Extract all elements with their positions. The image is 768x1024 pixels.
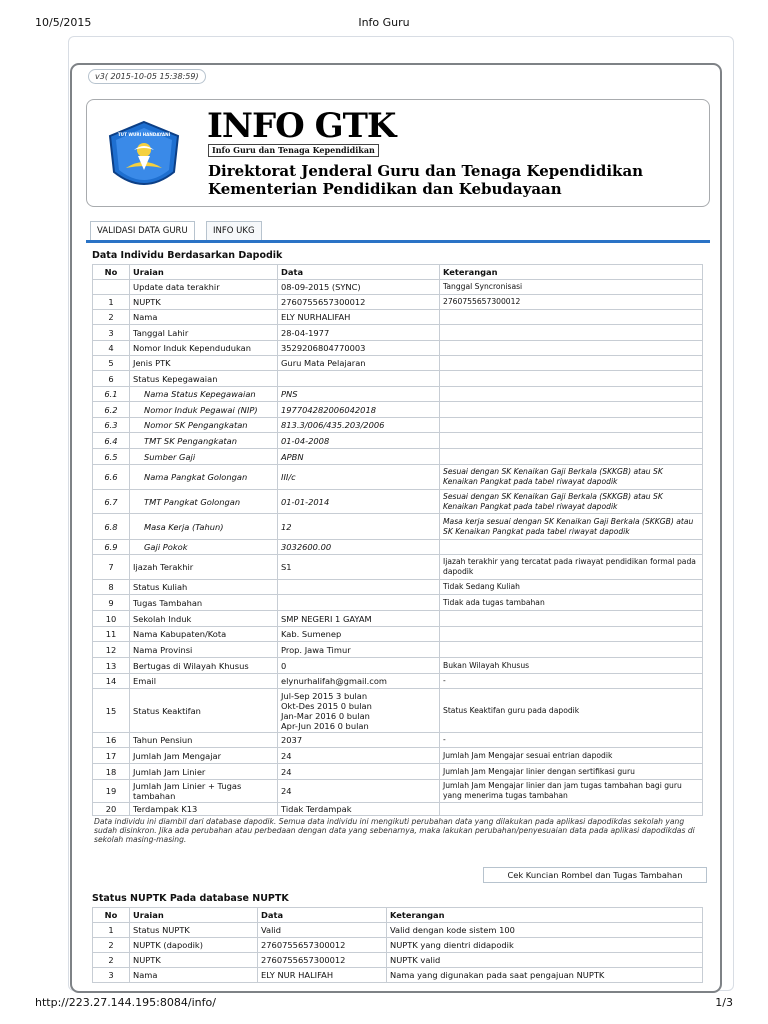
row-data: 0 [278,658,440,674]
nuptk-title: Status NUPTK Pada database NUPTK [92,893,289,904]
table-row [93,555,703,580]
col-no: No [93,908,130,923]
row-data [278,580,440,595]
table-row [93,310,703,325]
row-uraian: Nomor Induk Kependudukan [130,341,278,356]
table-row [93,611,703,627]
nuptk-table [92,907,703,983]
row-uraian: Terdampak K13 [130,803,278,816]
cek-kuncian-button[interactable]: Cek Kuncian Rombel dan Tugas Tambahan [483,867,707,883]
row-keterangan: Jumlah Jam Mengajar sesuai entrian dapodik [440,748,703,764]
app-subtitle: Info Guru dan Tenaga Kependidikan [208,144,379,157]
row-keterangan: Tidak ada tugas tambahan [440,595,703,611]
row-keterangan: - [440,733,703,748]
table-row [93,465,703,490]
row-no: 5 [93,356,130,371]
table-row [93,803,703,816]
row-data: elynurhalifah@gmail.com [278,674,440,689]
table-row [93,733,703,748]
row-uraian: Sumber Gaji [130,449,278,465]
row-data: 3032600.00 [278,540,440,555]
row-data: 12 [278,514,440,540]
row-uraian: Status Kepegawaian [130,371,278,387]
row-data: Valid [258,923,387,938]
row-uraian: Nama Status Kepegawaian [130,387,278,402]
row-no: 6.2 [93,402,130,418]
table-row [93,514,703,540]
table-row [93,490,703,514]
row-uraian: NUPTK [130,295,278,310]
row-keterangan [440,433,703,449]
row-keterangan: Nama yang digunakan pada saat pengajuan NUPTK [387,968,703,983]
row-uraian: Jenis PTK [130,356,278,371]
row-keterangan [440,402,703,418]
row-no: 16 [93,733,130,748]
table-header-row [93,265,703,280]
tab-underline [86,240,710,243]
row-no: 12 [93,642,130,658]
dapodik-section [86,250,710,844]
row-keterangan: Tidak Sedang Kuliah [440,580,703,595]
row-no: 2 [93,938,130,953]
col-no: No [93,265,130,280]
table-row [93,780,703,803]
table-row [93,968,703,983]
table-row [93,356,703,371]
row-data: III/c [278,465,440,490]
table-row [93,341,703,356]
row-keterangan: Masa kerja sesuai dengan SK Kenaikan Gaji Berkala (SKKGB) atau SK Kenaikan Pangkat pada tabel riwayat dapodik [440,514,703,540]
row-data: PNS [278,387,440,402]
row-keterangan: Valid dengan kode sistem 100 [387,923,703,938]
row-data: 2760755657300012 [258,953,387,968]
row-no: 19 [93,780,130,803]
col-uraian: Uraian [130,265,278,280]
table-row [93,449,703,465]
col-keterangan: Keterangan [387,908,703,923]
row-no: 8 [93,580,130,595]
table-row [93,658,703,674]
print-page-number: 1/3 [715,996,733,1009]
row-no: 15 [93,689,130,733]
print-title: Info Guru [358,16,410,29]
row-uraian: Tahun Pensiun [130,733,278,748]
row-uraian: Ijazah Terakhir [130,555,278,580]
row-keterangan: - [440,674,703,689]
row-keterangan: Ijazah terakhir yang tercatat pada riwayat pendidikan formal pada dapodik [440,555,703,580]
print-date: 10/5/2015 [35,16,92,29]
tab-info-ukg[interactable]: INFO UKG [206,221,262,240]
row-keterangan [440,627,703,642]
table-row [93,371,703,387]
row-data: 28-04-1977 [278,325,440,341]
row-uraian: Nomor Induk Pegawai (NIP) [130,402,278,418]
row-uraian: Tugas Tambahan [130,595,278,611]
row-no: 1 [93,923,130,938]
logo-motto: TUT WURI HANDAYANI [117,132,171,137]
col-data: Data [258,908,387,923]
row-uraian: Nama [130,310,278,325]
row-uraian: Status NUPTK [130,923,258,938]
row-no: 1 [93,295,130,310]
row-no: 3 [93,325,130,341]
row-keterangan [440,387,703,402]
row-keterangan: Bukan Wilayah Khusus [440,658,703,674]
row-data: 2760755657300012 [258,938,387,953]
row-uraian: Nama Pangkat Golongan [130,465,278,490]
table-row [93,953,703,968]
dapodik-table [92,264,703,816]
app-title: INFO GTK [207,106,396,146]
row-data: Guru Mata Pelajaran [278,356,440,371]
row-data: 197704282006042018 [278,402,440,418]
row-no: 6.4 [93,433,130,449]
row-data: 813.3/006/435.203/2006 [278,418,440,433]
row-data: 24 [278,764,440,780]
row-uraian: Gaji Pokok [130,540,278,555]
row-uraian: Jumlah Jam Mengajar [130,748,278,764]
main-panel [70,63,722,993]
table-row [93,387,703,402]
row-keterangan [440,325,703,341]
row-uraian: TMT Pangkat Golongan [130,490,278,514]
row-no: 10 [93,611,130,627]
row-keterangan [440,356,703,371]
row-no: 3 [93,968,130,983]
row-uraian: Tanggal Lahir [130,325,278,341]
row-no: 2 [93,310,130,325]
row-uraian: NUPTK [130,953,258,968]
org-line-1: Direktorat Jenderal Guru dan Tenaga Kependidikan [208,162,644,180]
row-data: APBN [278,449,440,465]
row-uraian: Update data terakhir [130,280,278,295]
row-no: 6.6 [93,465,130,490]
row-no: 20 [93,803,130,816]
row-keterangan [440,642,703,658]
table-row [93,674,703,689]
row-uraian: Nomor SK Pengangkatan [130,418,278,433]
dapodik-note: Data individu ini diambil dari database dapodik. Semua data individu ini mengikuti perubahan data yang dilakukan pada aplikasi dapodikdas sekolah yang sudah disinkron. Jika ada perubahan atau perbedaan dengan data yang sebenarnya, maka lakukan perubahan/penyesuaian data pada aplikasi dapodikdas di sekolah masing-masing. [94,817,695,844]
tut-wuri-handayani-logo-icon [104,120,184,194]
row-data: 01-04-2008 [278,433,440,449]
row-keterangan: Sesuai dengan SK Kenaikan Gaji Berkala (SKKGB) atau SK Kenaikan Pangkat pada tabel riwayat dapodik [440,465,703,490]
row-keterangan: Sesuai dengan SK Kenaikan Gaji Berkala (SKKGB) atau SK Kenaikan Pangkat pada tabel riwayat dapodik [440,490,703,514]
row-no [93,280,130,295]
row-keterangan [440,540,703,555]
row-data: 24 [278,780,440,803]
row-no: 14 [93,674,130,689]
row-data: SMP NEGERI 1 GAYAM [278,611,440,627]
tab-bar [86,221,710,241]
row-no: 11 [93,627,130,642]
row-keterangan [440,310,703,325]
row-uraian: Bertugas di Wilayah Khusus [130,658,278,674]
row-uraian: Status Kuliah [130,580,278,595]
table-header-row [93,908,703,923]
row-no: 6.1 [93,387,130,402]
row-no: 6.3 [93,418,130,433]
row-keterangan: Jumlah Jam Mengajar linier dan jam tugas tambahan bagi guru yang menerima tugas tambahan [440,780,703,803]
table-row [93,418,703,433]
row-no: 6.9 [93,540,130,555]
row-keterangan [440,341,703,356]
row-keterangan: Jumlah Jam Mengajar linier dengan sertifikasi guru [440,764,703,780]
row-data: 2037 [278,733,440,748]
table-row [93,748,703,764]
row-no: 6.8 [93,514,130,540]
row-uraian: NUPTK (dapodik) [130,938,258,953]
row-data: S1 [278,555,440,580]
row-uraian: Jumlah Jam Linier [130,764,278,780]
table-row [93,295,703,310]
row-no: 2 [93,953,130,968]
row-no: 13 [93,658,130,674]
row-data: 01-01-2014 [278,490,440,514]
table-row [93,923,703,938]
row-data: Jul-Sep 2015 3 bulan Okt-Des 2015 0 bulan Jan-Mar 2016 0 bulan Apr-Jun 2016 0 bulan [278,689,440,733]
row-no: 6 [93,371,130,387]
row-keterangan [440,418,703,433]
row-data: ELY NURHALIFAH [278,310,440,325]
row-keterangan [440,611,703,627]
tab-validasi-data-guru[interactable]: VALIDASI DATA GURU [90,221,195,240]
row-data [278,595,440,611]
print-header [0,6,768,29]
row-data: Prop. Jawa Timur [278,642,440,658]
row-keterangan: Status Keaktifan guru pada dapodik [440,689,703,733]
row-uraian: Jumlah Jam Linier + Tugas tambahan [130,780,278,803]
row-uraian: Sekolah Induk [130,611,278,627]
row-keterangan: NUPTK yang dientri didapodik [387,938,703,953]
row-no: 4 [93,341,130,356]
version-badge: v3( 2015-10-05 15:38:59) [88,69,206,84]
org-line-2: Kementerian Pendidikan dan Kebudayaan [208,180,562,198]
row-keterangan: 2760755657300012 [440,295,703,310]
row-uraian: Nama Kabupaten/Kota [130,627,278,642]
table-row [93,595,703,611]
row-keterangan [440,371,703,387]
row-data: 2760755657300012 [278,295,440,310]
table-row [93,642,703,658]
row-data: Kab. Sumenep [278,627,440,642]
row-no: 17 [93,748,130,764]
row-keterangan: Tanggal Syncronisasi [440,280,703,295]
app-header [86,99,710,207]
row-uraian: TMT SK Pengangkatan [130,433,278,449]
table-row [93,325,703,341]
table-row [93,938,703,953]
row-no: 18 [93,764,130,780]
row-data [278,371,440,387]
row-data: ELY NUR HALIFAH [258,968,387,983]
table-row [93,540,703,555]
table-row [93,627,703,642]
row-no: 7 [93,555,130,580]
table-row [93,689,703,733]
row-data: 3529206804770003 [278,341,440,356]
row-uraian: Masa Kerja (Tahun) [130,514,278,540]
col-keterangan: Keterangan [440,265,703,280]
table-row [93,280,703,295]
row-data: 08-09-2015 (SYNC) [278,280,440,295]
row-no: 6.5 [93,449,130,465]
row-keterangan [440,803,703,816]
col-data: Data [278,265,440,280]
row-uraian: Nama [130,968,258,983]
nuptk-section [86,893,710,983]
dapodik-title: Data Individu Berdasarkan Dapodik [92,250,283,261]
row-uraian: Nama Provinsi [130,642,278,658]
col-uraian: Uraian [130,908,258,923]
print-url: http://223.27.144.195:8084/info/ [35,996,216,1009]
row-data: Tidak Terdampak [278,803,440,816]
table-row [93,433,703,449]
row-keterangan [440,449,703,465]
table-row [93,402,703,418]
table-row [93,764,703,780]
row-uraian: Status Keaktifan [130,689,278,733]
row-data: 24 [278,748,440,764]
row-no: 6.7 [93,490,130,514]
row-uraian: Email [130,674,278,689]
row-keterangan: NUPTK valid [387,953,703,968]
table-row [93,580,703,595]
row-no: 9 [93,595,130,611]
